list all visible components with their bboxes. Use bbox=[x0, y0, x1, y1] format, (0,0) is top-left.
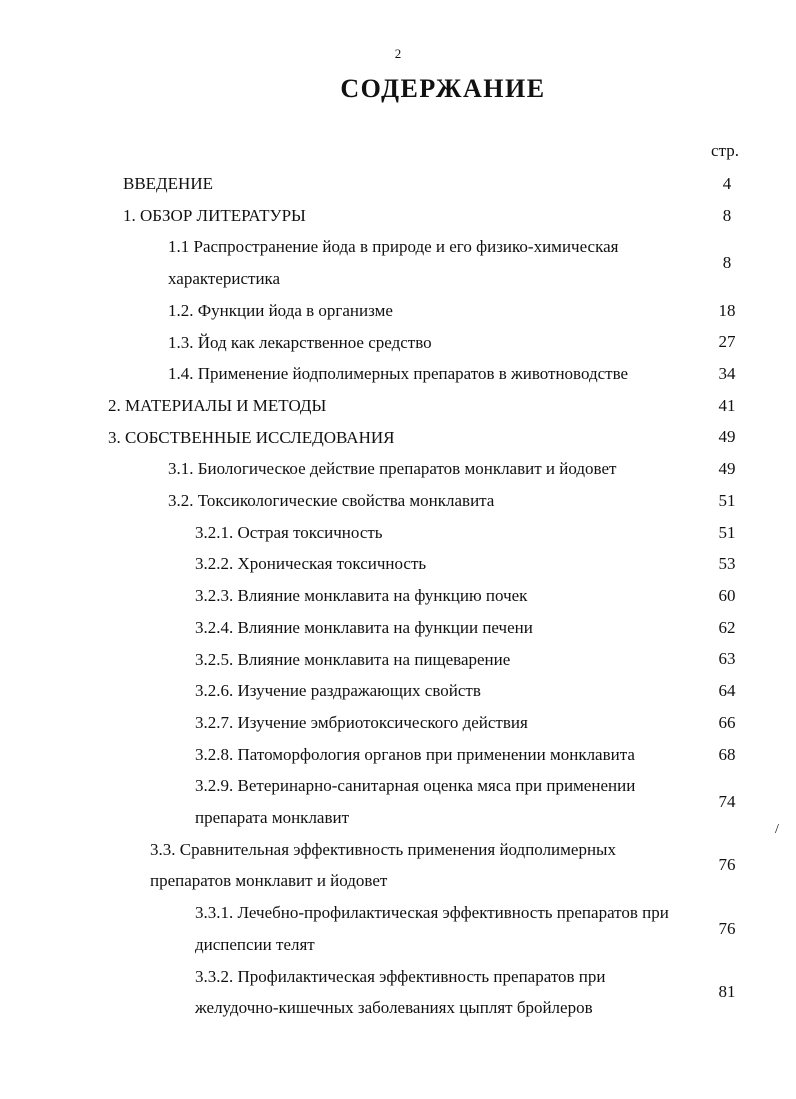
toc-entry-page: 68 bbox=[718, 744, 736, 764]
toc-entry-page: 34 bbox=[718, 364, 736, 384]
toc-entry-text: 3.2.6. Изучение раздражающих свойств bbox=[195, 681, 481, 701]
toc-entry-text: 3.2.9. Ветеринарно-санитарная оценка мяса при применении препарата монклавит bbox=[195, 776, 636, 828]
toc-entry bbox=[0, 358, 796, 390]
toc-entry-page: 41 bbox=[718, 395, 736, 415]
toc-entry bbox=[0, 548, 796, 580]
toc-entry bbox=[0, 295, 796, 327]
page-title: СОДЕРЖАНИЕ bbox=[340, 74, 546, 103]
toc-entry-page: 76 bbox=[718, 855, 736, 875]
toc-entry-page: 74 bbox=[718, 792, 736, 812]
toc-entry bbox=[0, 834, 796, 897]
toc-entry-page: 4 bbox=[722, 173, 732, 193]
toc-entry bbox=[0, 327, 796, 359]
toc-entry-text: 3.2.2. Хроническая токсичность bbox=[195, 554, 427, 574]
toc-entry-text: 1.2. Функции йода в организме bbox=[168, 300, 393, 320]
toc-entry-page: 76 bbox=[718, 919, 736, 939]
toc-entry-text: 3.2.3. Влияние монклавита на функцию почек bbox=[195, 586, 528, 606]
toc-entry-page: 8 bbox=[722, 205, 732, 225]
toc-entry bbox=[0, 707, 796, 739]
toc-entry-page: 64 bbox=[718, 681, 736, 701]
toc-entry bbox=[0, 580, 796, 612]
toc-entry-text: 3.2.8. Патоморфология органов при применении монклавита bbox=[195, 744, 635, 764]
toc-entry-text: 2. МАТЕРИАЛЫ И МЕТОДЫ bbox=[108, 395, 327, 415]
toc-entry bbox=[0, 961, 796, 1024]
toc-entry bbox=[0, 739, 796, 771]
toc-entry-page: 51 bbox=[718, 491, 736, 511]
toc-entry-text: 3. СОБСТВЕННЫЕ ИССЛЕДОВАНИЯ bbox=[108, 427, 395, 447]
toc-entry bbox=[0, 770, 796, 833]
toc-entry-text: 3.3.1. Лечебно-профилактическая эффективность препаратов при диспепсии телят bbox=[195, 903, 669, 954]
toc-entry-text: 1.4. Применение йодполимерных препаратов в животноводстве bbox=[168, 364, 629, 384]
toc-entry bbox=[0, 231, 796, 294]
table-of-contents bbox=[0, 168, 796, 1024]
toc-entry-text: 3.2.1. Острая токсичность bbox=[195, 522, 383, 542]
toc-entry-text: 1. ОБЗОР ЛИТЕРАТУРЫ bbox=[123, 205, 306, 225]
toc-entry-page: 49 bbox=[718, 459, 736, 479]
toc-entry-text: 3.2.5. Влияние монклавита на пищеварение bbox=[195, 649, 511, 669]
toc-entry-page: 8 bbox=[722, 253, 732, 273]
toc-entry-text: 1.1 Распространение йода в природе и его физико-химическая характеристика bbox=[168, 237, 619, 289]
toc-entry bbox=[0, 897, 796, 960]
toc-entry bbox=[0, 200, 796, 232]
toc-entry-text: 3.2. Токсикологические свойства монклавита bbox=[168, 491, 495, 511]
toc-entry-page: 27 bbox=[718, 332, 736, 352]
toc-entry-text: 3.3.2. Профилактическая эффективность препаратов при желудочно-кишечных заболеваниях цыплят бройлеров bbox=[195, 966, 606, 1018]
margin-mark: / bbox=[775, 822, 779, 837]
toc-entry bbox=[0, 612, 796, 644]
toc-entry-text: ВВЕДЕНИЕ bbox=[123, 174, 213, 193]
toc-entry-page: 62 bbox=[718, 617, 736, 637]
toc-entry-text: 3.2.4. Влияние монклавита на функции печени bbox=[195, 617, 533, 637]
toc-entry-text: 3.1. Биологическое действие препаратов монклавит и йодовет bbox=[168, 459, 617, 479]
toc-entry-page: 53 bbox=[718, 554, 736, 574]
toc-entry bbox=[0, 675, 796, 707]
toc-entry-page: 66 bbox=[718, 712, 736, 732]
toc-entry-page: 18 bbox=[718, 300, 736, 320]
toc-entry-text: 3.2.7. Изучение эмбриотоксического действия bbox=[195, 712, 528, 732]
toc-entry bbox=[0, 485, 796, 517]
toc-entry bbox=[0, 644, 796, 676]
toc-entry-text: 3.3. Сравнительная эффективность применения йодполимерных препаратов монклавит и йодовет bbox=[150, 839, 616, 891]
toc-entry-page: 49 bbox=[718, 427, 736, 447]
page-number: 2 bbox=[394, 46, 402, 61]
toc-entry bbox=[0, 168, 796, 200]
toc-entry-page: 81 bbox=[718, 982, 736, 1002]
toc-entry bbox=[0, 390, 796, 422]
toc-entry-page: 51 bbox=[718, 522, 736, 542]
toc-entry bbox=[0, 422, 796, 454]
page-column-label: стр. bbox=[711, 141, 739, 160]
toc-entry-page: 60 bbox=[718, 586, 736, 606]
toc-entry bbox=[0, 453, 796, 485]
toc-entry-page: 63 bbox=[718, 649, 736, 669]
toc-entry bbox=[0, 517, 796, 549]
toc-entry-text: 1.3. Йод как лекарственное средство bbox=[168, 332, 432, 352]
